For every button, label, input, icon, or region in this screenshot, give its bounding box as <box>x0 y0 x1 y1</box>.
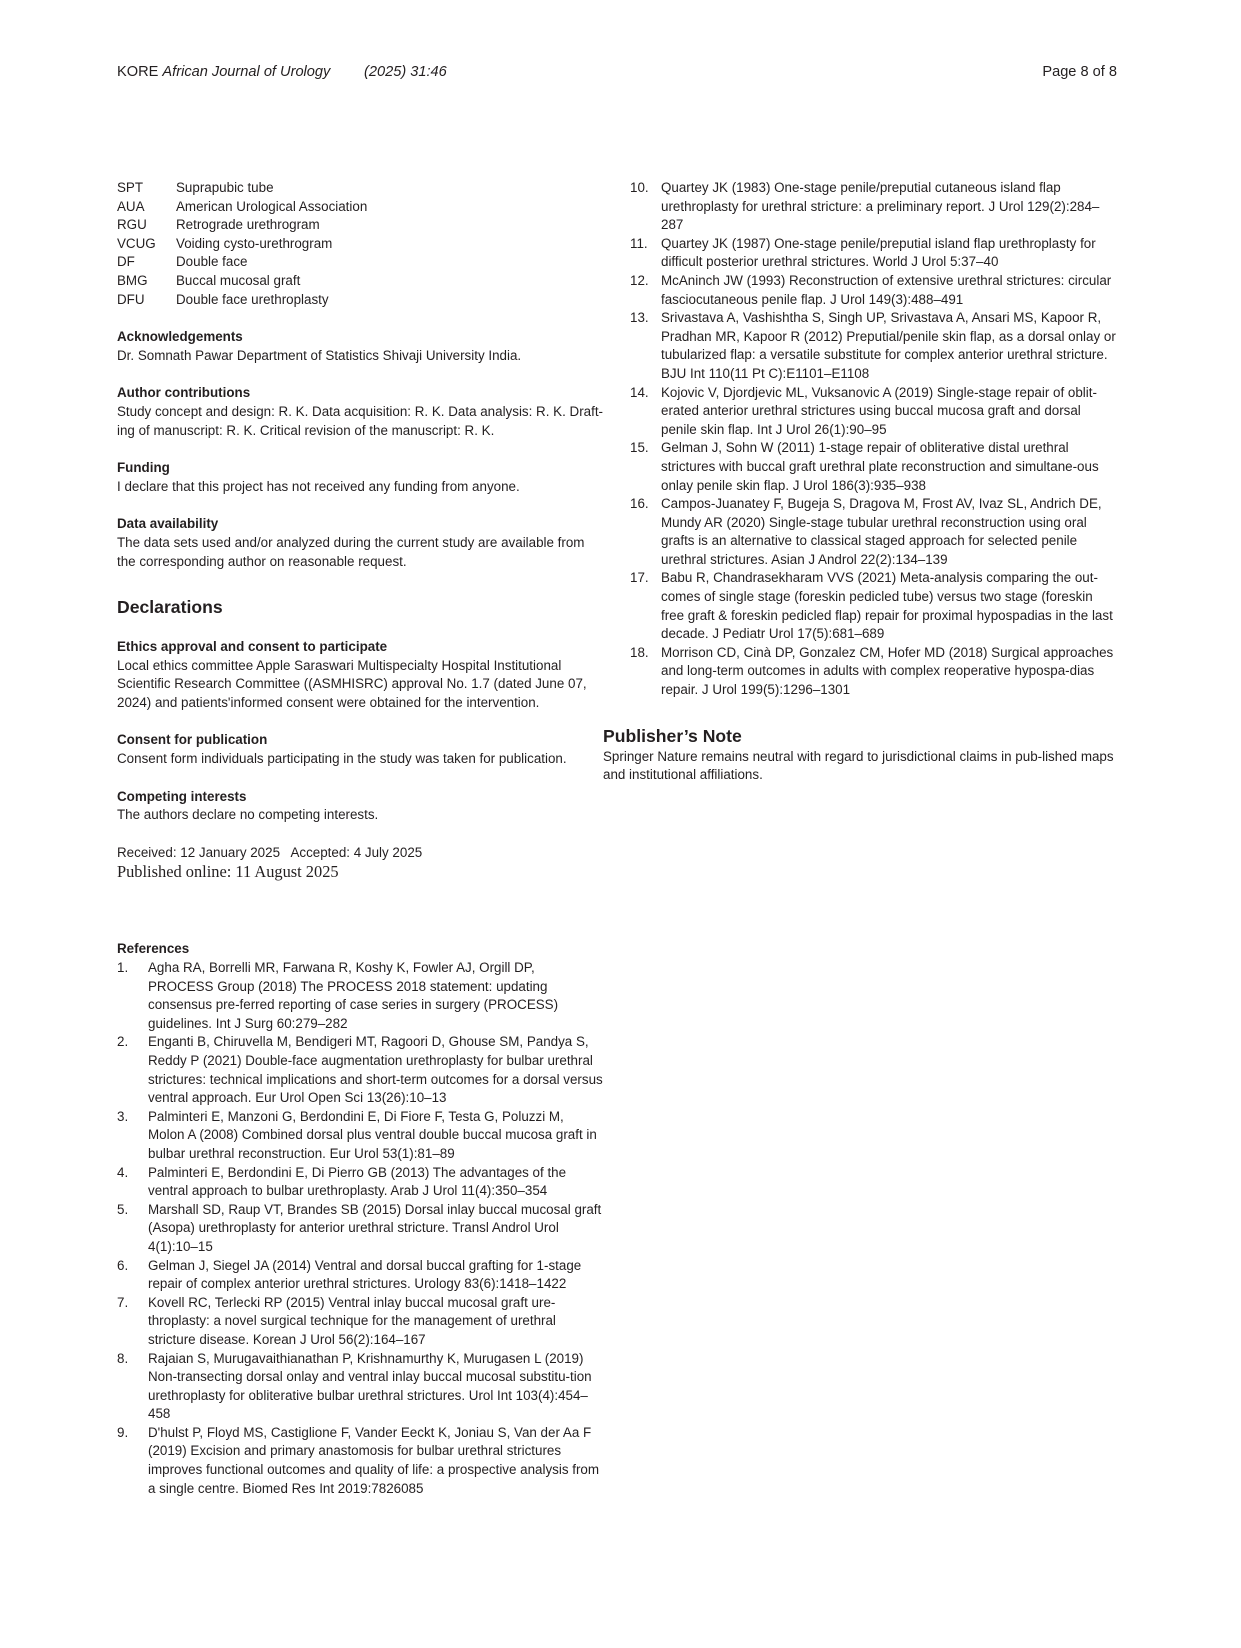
abbreviation-key: DFU <box>117 291 145 307</box>
journal-prefix: KORE <box>117 64 159 80</box>
acknowledgements-text: Dr. Somnath Pawar Department of Statistics Shivaji University India. <box>117 347 522 363</box>
reference-item <box>117 1201 603 1257</box>
acknowledgements-heading: Acknowledgements <box>117 329 243 345</box>
reference-item <box>630 495 1118 569</box>
abbreviation-row <box>117 253 603 272</box>
journal-name: African Journal of Urology <box>162 64 331 80</box>
reference-number: 5. <box>117 1201 129 1217</box>
reference-text: Palminteri E, Berdondini E, Di Pierro GB (2013) The advantages of the ventral approach to bulbar urethroplasty. Arab J Urol 11(4):350–354 <box>148 1164 567 1199</box>
reference-number: 16. <box>630 496 649 512</box>
abbreviation-value: Suprapubic tube <box>176 180 274 195</box>
abbreviation-row <box>117 179 603 198</box>
reference-number: 8. <box>117 1350 129 1366</box>
reference-item <box>630 569 1118 643</box>
reference-number: 6. <box>117 1257 129 1273</box>
reference-text: Campos-Juanatey F, Bugeja S, Dragova M, Frost AV, Ivaz SL, Andrich DE, Mundy AR (2020) Single-stage tubular urethral reconstruction using oral grafts is an alternative to classical staged approach for selected penile urethral strictures. Asian J Androl 22(2):134–139 <box>661 496 1102 567</box>
right-column <box>603 179 1118 785</box>
references-list-left <box>117 959 603 1498</box>
reference-text: Palminteri E, Manzoni G, Berdondini E, Di Fiore F, Testa G, Poluzzi M, Molon A (2008) Combined dorsal plus ventral double buccal mucosa graft in bulbar urethral reconstruction. Eur Urol 53(1):81–89 <box>148 1108 597 1161</box>
abbreviations-list <box>117 179 603 309</box>
left-column <box>117 179 603 1498</box>
ethics-heading: Ethics approval and consent to participate <box>117 639 388 655</box>
reference-number: 15. <box>630 440 649 456</box>
reference-item <box>630 235 1118 272</box>
abbreviation-key: RGU <box>117 217 147 233</box>
abbreviation-value: Retrograde urethrogram <box>176 217 320 233</box>
reference-number: 7. <box>117 1294 129 1310</box>
publishers-note-heading: Publisher’s Note <box>603 725 742 746</box>
reference-item <box>630 439 1118 495</box>
data-availability-text: The data sets used and/or analyzed during the current study are available from the corresponding author on reasonable request. <box>117 534 585 569</box>
competing-interests-text: The authors declare no competing interests. <box>117 807 379 823</box>
reference-number: 4. <box>117 1164 129 1180</box>
abbreviation-key: DF <box>117 254 135 270</box>
abbreviation-value: Double face urethroplasty <box>176 291 329 307</box>
reference-text: Quartey JK (1987) One-stage penile/preputial island flap urethroplasty for difficult posterior urethral strictures. World J Urol 5:37–40 <box>661 235 1096 270</box>
reference-number: 17. <box>630 570 649 586</box>
reference-item <box>630 309 1118 383</box>
journal-title <box>117 62 330 82</box>
reference-text: Marshall SD, Raup VT, Brandes SB (2015) Dorsal inlay buccal mucosal graft (Asopa) urethroplasty for anterior urethral stricture. Transl Androl Urol 4(1):10–15 <box>148 1201 602 1254</box>
reference-text: McAninch JW (1993) Reconstruction of extensive urethral strictures: circular fasciocutaneous penile flap. J Urol 149(3):488–491 <box>661 272 1112 307</box>
reference-text: Kojovic V, Djordjevic ML, Vuksanovic A (2019) Single-stage repair of oblit-erated anterior urethral strictures using buccal mucosa graft and dorsal penile skin flap. Int J Urol 26(1):90–95 <box>661 384 1097 437</box>
reference-text: Babu R, Chandrasekharam VVS (2021) Meta-analysis comparing the out-comes of single stage (foreskin pedicled tube) versus two stage (foreskin free graft & foreskin pedicled flap) repair for proximal hypospadias in the last decade. J Pediatr Urol 17(5):681–689 <box>661 570 1113 642</box>
reference-item <box>117 1424 603 1498</box>
consent-heading: Consent for publication <box>117 732 268 748</box>
reference-item <box>630 272 1118 309</box>
reference-number: 14. <box>630 384 649 400</box>
citation: (2025) 31:46 <box>364 64 447 80</box>
abbreviation-row <box>117 235 603 254</box>
consent-text: Consent form individuals participating in the study was taken for publication. <box>117 751 567 767</box>
reference-number: 18. <box>630 644 649 660</box>
reference-number: 10. <box>630 180 649 195</box>
reference-text: Gelman J, Sohn W (2011) 1-stage repair of obliterative distal urethral strictures with buccal graft urethral plate reconstruction and simultane-ous onlay penile skin flap. J Urol 186(3):935–938 <box>661 440 1099 493</box>
abbreviation-row <box>117 291 603 310</box>
reference-item <box>630 384 1118 440</box>
reference-number: 1. <box>117 960 129 976</box>
reference-number: 2. <box>117 1034 129 1050</box>
published-date: Published online: 11 August 2025 <box>117 862 339 882</box>
abbreviation-key: VCUG <box>117 235 156 251</box>
abbreviation-key: SPT <box>117 180 144 195</box>
reference-text: Quartey JK (1983) One-stage penile/preputial cutaneous island flap urethroplasty for urethral stricture: a preliminary report. J Urol 129(2):284–287 <box>661 180 1100 233</box>
funding-heading: Funding <box>117 460 170 476</box>
reference-item <box>630 644 1118 700</box>
reference-item <box>117 1033 603 1107</box>
abbreviation-value: Voiding cysto-urethrogram <box>176 235 333 251</box>
reference-number: 13. <box>630 310 649 326</box>
competing-interests-heading: Competing interests <box>117 788 247 804</box>
author-contributions-heading: Author contributions <box>117 385 251 401</box>
abbreviation-row <box>117 198 603 217</box>
received-accepted-dates: Received: 12 January 2025 Accepted: 4 July 2025 <box>117 844 423 860</box>
abbreviation-key: BMG <box>117 272 148 288</box>
data-availability-heading: Data availability <box>117 516 219 532</box>
reference-number: 12. <box>630 272 649 288</box>
reference-text: Morrison CD, Cinà DP, Gonzalez CM, Hofer MD (2018) Surgical approaches and long-term outcomes in adults with complex reoperative hypospa-dias repair. J Urol 199(5):1296–1301 <box>661 644 1114 698</box>
reference-text: D'hulst P, Floyd MS, Castiglione F, Vander Eeckt K, Joniau S, Van der Aa F (2019) Excision and primary anastomosis for bulbar urethral strictures improves functional outcomes and quality of life: a prospective analysis from a single centre. Biomed Res Int 2019:7826085 <box>148 1424 600 1496</box>
references-list-right <box>630 179 1118 700</box>
reference-text: Rajaian S, Murugavaithianathan P, Krishnamurthy K, Murugasen L (2019) Non-transecting dorsal onlay and ventral inlay buccal mucosal substitu-tion urethroplasty for obliterative bulbar urethral strictures. Urol Int 103(4):454–458 <box>148 1350 592 1422</box>
publishers-note-text: Springer Nature remains neutral with regard to jurisdictional claims in pub-lished maps and institutional affiliations. <box>603 748 1114 783</box>
reference-text: Kovell RC, Terlecki RP (2015) Ventral inlay buccal mucosal graft ure-throplasty: a novel surgical technique for the management of urethral stricture disease. Korean J Urol 56(2):164–167 <box>148 1294 556 1347</box>
abbreviation-value: American Urological Association <box>176 198 368 214</box>
funding-text: I declare that this project has not received any funding from anyone. <box>117 478 520 494</box>
reference-number: 3. <box>117 1108 129 1124</box>
reference-item <box>630 179 1118 235</box>
declarations-heading: Declarations <box>117 597 223 618</box>
abbreviation-value: Double face <box>176 254 248 270</box>
abbreviation-row <box>117 272 603 291</box>
reference-item <box>117 1257 603 1294</box>
reference-text: Gelman J, Siegel JA (2014) Ventral and dorsal buccal grafting for 1-stage repair of complex anterior urethral strictures. Urology 83(6):1418–1422 <box>148 1257 582 1292</box>
reference-text: Agha RA, Borrelli MR, Farwana R, Koshy K, Fowler AJ, Orgill DP, PROCESS Group (2018) The PROCESS 2018 statement: updating consensus pre-ferred reporting of case series in surgery (PROCESS) guidelines. Int J Surg 60:279–282 <box>148 960 559 1031</box>
author-contributions-text: Study concept and design: R. K. Data acquisition: R. K. Data analysis: R. K. Draft-ing of manuscript: R. K. Critical revision of the manuscript: R. K. <box>117 403 604 438</box>
reference-item <box>117 1108 603 1164</box>
ethics-text: Local ethics committee Apple Saraswari Multispecialty Hospital Institutional Scientific Research Committee ((ASMHISRC) approval No. 1.7 (dated June 07, 2024) and patients'informed consent were obtained for the intervention. <box>117 657 587 710</box>
reference-item <box>117 1350 603 1424</box>
page-number: Page 8 of 8 <box>1042 64 1117 80</box>
abbreviation-row <box>117 216 603 235</box>
reference-number: 9. <box>117 1424 129 1440</box>
reference-number: 11. <box>630 235 648 251</box>
references-heading: References <box>117 941 190 957</box>
abbreviation-key: AUA <box>117 198 145 214</box>
reference-item <box>117 959 603 1033</box>
abbreviation-value: Buccal mucosal graft <box>176 272 301 288</box>
reference-item <box>117 1164 603 1201</box>
reference-text: Srivastava A, Vashishtha S, Singh UP, Srivastava A, Ansari MS, Kapoor R, Pradhan MR, Kapoor R (2012) Preputial/penile skin flap, as a dorsal onlay or tubularized flap: a versatile substitute for complex anterior urethral stricture. BJU Int 110(11 Pt C):E1101–E1108 <box>661 310 1116 381</box>
running-header <box>117 62 1117 84</box>
reference-text: Enganti B, Chiruvella M, Bendigeri MT, Ragoori D, Ghouse SM, Pandya S, Reddy P (2021) Double-face augmentation urethroplasty for bulbar urethral strictures: technical implications and short-term outcomes for a dorsal versus ventral approach. Eur Urol Open Sci 13(26):10–13 <box>148 1034 603 1106</box>
reference-item <box>117 1294 603 1350</box>
